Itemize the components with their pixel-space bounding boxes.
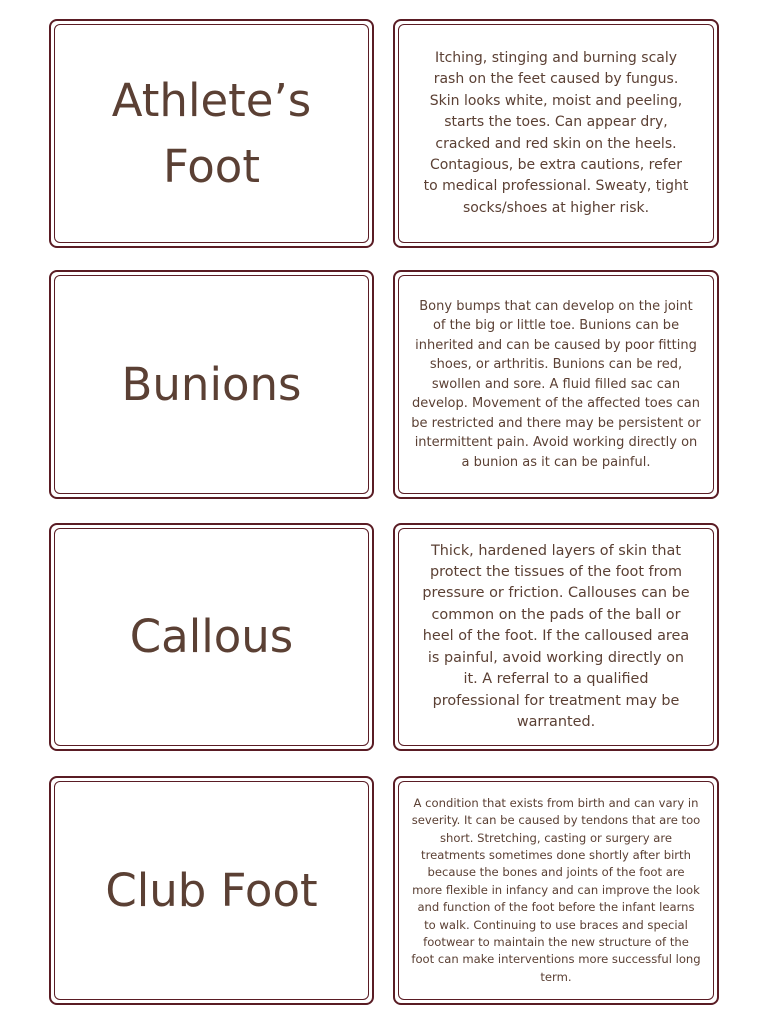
description-text: Bony bumps that can develop on the joint of the big or little toe. Bunions can be inherited and can be caused by poor fitting shoes, or arthritis. Bunions can be red, swollen and sore. A fluid filled sac can develop. Movement of the affected toes can be restricted and there may be persistent or intermittent pain. Avoid working directly on a bunion as it can be painful. — [411, 298, 701, 470]
term-card-athletes-foot — [49, 19, 374, 248]
description-card-athletes-foot — [393, 19, 719, 248]
card-inner-border — [398, 275, 714, 494]
term-title: Callous — [129, 610, 294, 663]
term-card-callous — [49, 523, 374, 751]
description-card-bunions — [393, 270, 719, 499]
description-card-callous — [393, 523, 719, 751]
card-inner-border — [54, 275, 369, 494]
term-title: Athlete’s Foot — [111, 73, 312, 193]
card-inner-border — [54, 781, 369, 1000]
description-text: A condition that exists from birth and can vary in severity. It can be caused by tendons that are too short. Stretching, casting or surgery are treatments sometimes done shortly after birth because the bones and joints of the foot are more flexible in infancy and can improve the look and function of the foot before the infant learns to walk. Continuing to use braces and special footwear to maintain the new structure of the foot can make interventions more successful long term. — [411, 795, 701, 984]
card-inner-border — [54, 24, 369, 243]
description-card-club-foot — [393, 776, 719, 1005]
card-inner-border — [398, 781, 714, 1000]
card-inner-border — [54, 528, 369, 746]
card-inner-border — [398, 24, 714, 243]
term-title: Club Foot — [105, 863, 318, 917]
term-card-club-foot — [49, 776, 374, 1005]
term-title: Bunions — [121, 357, 302, 411]
card-inner-border — [398, 528, 714, 746]
description-text: Thick, hardened layers of skin that protect the tissues of the foot from pressure or friction. Callouses can be common on the pads of the ball or heel of the foot. If the calloused area is painful, avoid working directly on it. A referral to a qualified professional for treatment may be warranted. — [422, 542, 690, 730]
term-card-bunions — [49, 270, 374, 499]
description-text: Itching, stinging and burning scaly rash on the feet caused by fungus. Skin looks white, moist and peeling, starts the toes. Can appear dry, cracked and red skin on the heels. Contagious, be extra cautions, refer to medical professional. Sweaty, tight socks/shoes at higher risk. — [423, 49, 689, 216]
